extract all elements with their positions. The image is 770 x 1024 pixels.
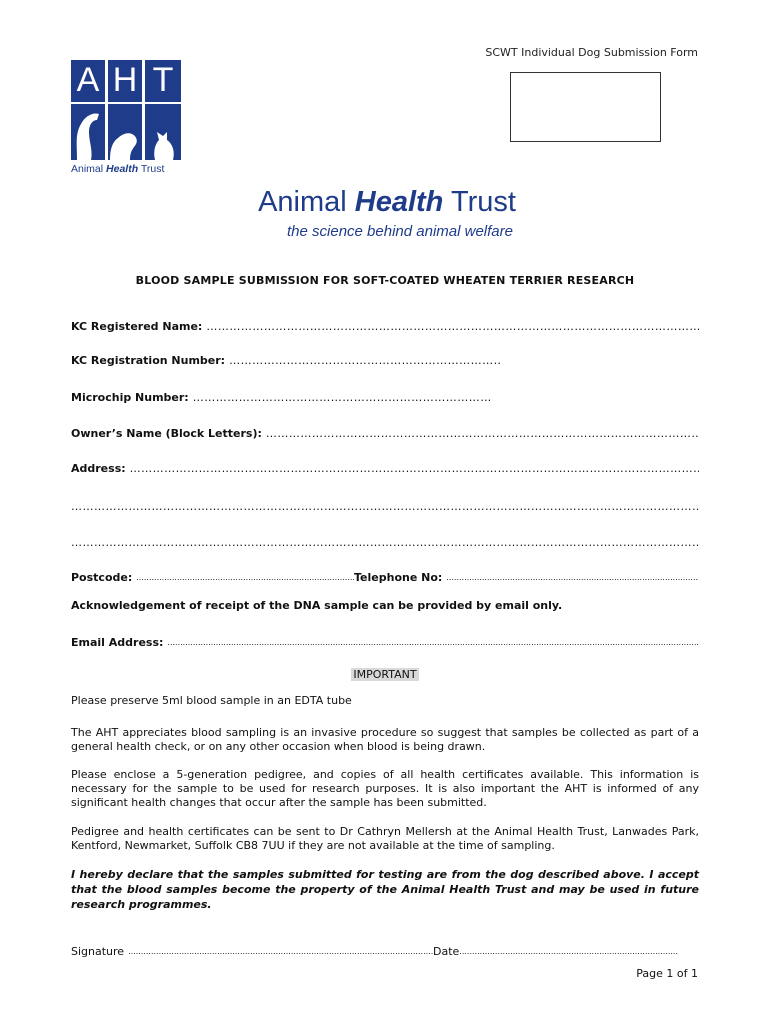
instruction-edta: Please preserve 5ml blood sample in an EDTA tube [71,694,352,707]
signature-label: Signature [71,945,125,958]
telephone-line[interactable] [446,571,699,585]
aht-logo [71,60,181,175]
telephone-field[interactable] [354,571,699,585]
instruction-certificates: Pedigree and health certificates can be sent to Dr Cathryn Mellersh at the Animal Health Trust, Lanwades Park, Kentford, Newmarket, Suffolk CB8 7UU if they are not available at the time of sampling. [71,825,699,852]
logo-letter-h: H [108,60,142,102]
cat-silhouette-icon [145,104,181,160]
form-title: BLOOD SAMPLE SUBMISSION FOR SOFT-COATED WHEATEN TERRIER RESEARCH [135,274,635,287]
logo-letter-t: T [145,60,181,102]
logo-letter-a: A [71,60,105,102]
horse-silhouette-icon [71,104,105,160]
acknowledgement-note: Acknowledgement of receipt of the DNA sample can be provided by email only. [71,599,563,612]
logo-animal-silhouettes [71,104,181,160]
date-label: Date [433,945,460,958]
email-address-label: Email Address: [71,636,164,649]
postcode-line[interactable] [136,571,354,585]
address-line-3-field[interactable] [71,536,699,549]
address-line-1[interactable] [130,462,699,475]
dog-silhouette-icon [108,104,142,160]
kc-registration-number-field[interactable] [71,354,699,367]
instruction-sampling: The AHT appreciates blood sampling is an invasive procedure so suggest that samples be collected as part of a general health check, or on any other occasion when blood is being drawn. [71,726,699,753]
signature-date-row [71,945,699,959]
owner-name-label: Owner’s Name (Block Letters): [71,427,262,440]
postcode-field[interactable] [71,571,354,585]
postcode-telephone-row [71,571,699,585]
important-banner [0,663,770,682]
logo-caption: Animal Health Trust [71,163,165,175]
email-address-field[interactable] [71,636,699,650]
owner-name-line[interactable] [266,427,699,440]
brand-name: Animal Health Trust [258,186,516,218]
instruction-pedigree: Please enclose a 5-generation pedigree, and copies of all health certificates available. This information is necessary for the sample to be used for research purposes. It is also important the AHT is informed of any significant health changes that occur after the sample has been submitted. [71,768,699,809]
telephone-label: Telephone No: [354,571,443,584]
address-label: Address: [71,462,126,475]
kc-registered-name-label: KC Registered Name: [71,320,203,333]
date-line[interactable] [459,945,678,959]
kc-registered-name-field[interactable] [71,320,699,333]
microchip-number-field[interactable] [71,391,699,404]
microchip-number-label: Microchip Number: [71,391,189,404]
address-line-3[interactable] [71,536,699,549]
page-number: Page 1 of 1 [636,967,698,980]
address-line-2-field[interactable] [71,500,699,513]
signature-line[interactable] [128,945,433,959]
date-field[interactable] [433,945,678,959]
address-field[interactable] [71,462,699,475]
email-address-line[interactable] [167,636,699,650]
important-label: IMPORTANT [353,668,417,681]
declaration-text: I hereby declare that the samples submitted for testing are from the dog described above. I accept that the blood samples become the property of the Animal Health Trust and may be used in future research programmes. [71,868,699,911]
address-line-2[interactable] [71,500,699,513]
brand-banner [0,186,770,240]
postcode-label: Postcode: [71,571,133,584]
brand-tagline: the science behind animal welfare [287,223,513,240]
form-identifier: SCWT Individual Dog Submission Form [485,46,698,59]
kc-registration-number-line[interactable] [229,354,501,367]
kc-registered-name-line[interactable] [206,320,699,333]
signature-field[interactable] [71,945,433,959]
kc-registration-number-label: KC Registration Number: [71,354,226,367]
owner-name-field[interactable] [71,427,699,440]
microchip-number-line[interactable] [193,391,493,404]
photo-box [510,72,661,142]
